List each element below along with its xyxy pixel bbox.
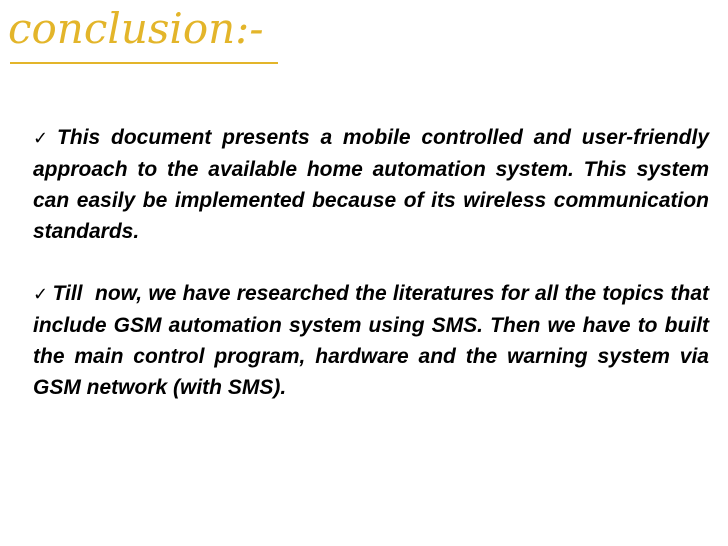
check-icon: ✓ (33, 128, 54, 149)
slide-title: conclusion:- (8, 4, 264, 53)
bullet-text: This document presents a mobile controlled and user-friendly approach to the available home automation system. This system can easily be implemented because of its wireless communication standards. (33, 126, 709, 243)
bullet-item (33, 278, 715, 403)
bullet-item (33, 122, 709, 247)
title-underline (10, 62, 278, 64)
check-icon: ✓ (33, 284, 49, 305)
slide-body (33, 122, 715, 434)
bullet-text: Till now, we have researched the literatures for all the topics that include GSM automation system using SMS. Then we have to built the main control program, hardware and the warning system via GSM network (with SMS). (33, 282, 715, 399)
